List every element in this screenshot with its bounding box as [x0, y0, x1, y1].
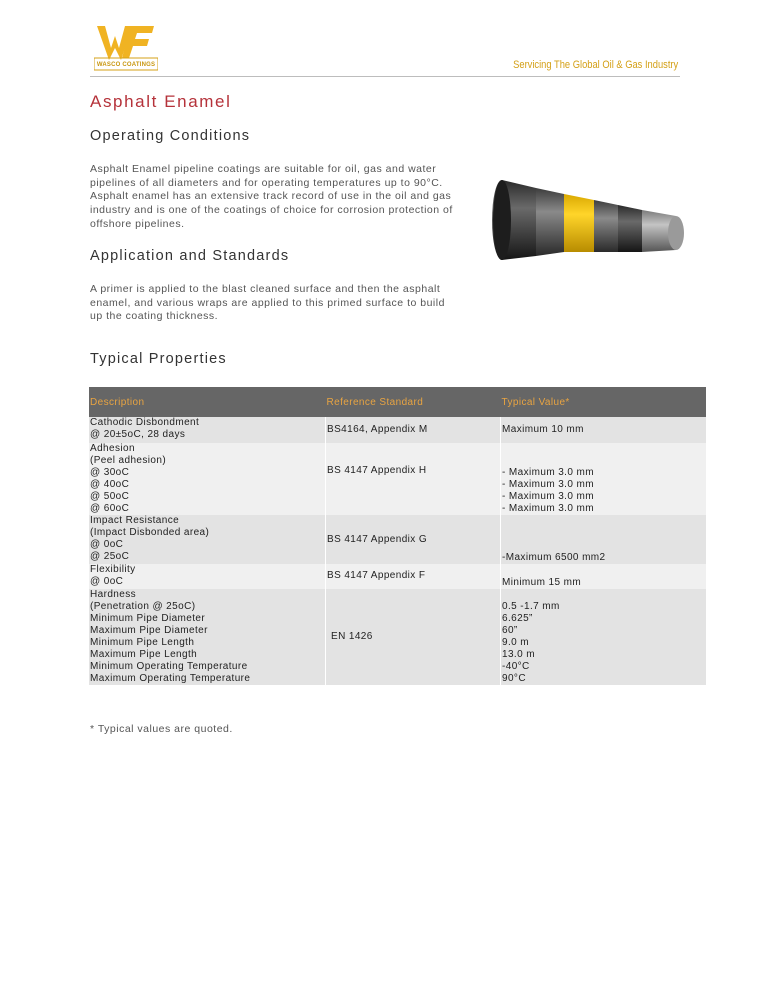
application-standards-text: A primer is applied to the blast cleaned surface and then the asphalt enamel, and various wraps are applied to this primed surface to build up the coating thickness.	[90, 283, 445, 323]
desc-line: Minimum Pipe Diameter	[90, 613, 206, 624]
desc-line: Flexibility	[90, 564, 136, 575]
desc-line: @ 40oC	[90, 479, 130, 490]
row-standard: BS4164, Appendix M	[326, 417, 501, 443]
value-line: 13.0 m	[502, 649, 535, 660]
typical-properties-heading: Typical Properties	[90, 351, 227, 367]
value-line: 0.5 -1.7 mm	[502, 601, 560, 612]
value-line: -Maximum 6500 mm2	[502, 552, 606, 563]
row-description	[89, 564, 326, 589]
row-standard: BS 4147 Appendix F	[326, 564, 501, 589]
value-line: - Maximum 3.0 mm	[502, 467, 594, 478]
operating-conditions-heading: Operating Conditions	[90, 128, 251, 144]
table-header-row	[89, 387, 706, 417]
desc-line: Adhesion	[90, 443, 135, 454]
row-value	[501, 443, 707, 515]
value-line: - Maximum 3.0 mm	[502, 503, 594, 514]
desc-line: (Peel adhesion)	[90, 455, 167, 466]
table-row	[89, 443, 706, 515]
header-description: Description	[89, 387, 326, 417]
application-standards-heading: Application and Standards	[90, 248, 290, 264]
desc-line: @ 30oC	[90, 467, 130, 478]
desc-line: @ 0oC	[90, 539, 124, 550]
operating-conditions-text: Asphalt Enamel pipeline coatings are suitable for oil, gas and water pipelines of all diameters and for operating temperatures up to 90°C. Asphalt enamel has an extensive track record of use in the oil and gas industry and is one of the coatings of choice for corrosion protection of offshore pipelines.	[90, 163, 453, 230]
desc-line: Minimum Operating Temperature	[90, 661, 248, 672]
table-row	[89, 515, 706, 564]
pipe-coating-illustration	[488, 172, 688, 267]
row-description	[89, 589, 326, 685]
row-standard: BS 4147 Appendix H	[326, 443, 501, 515]
header-reference-standard: Reference Standard	[326, 387, 501, 417]
value-line: 6.625”	[502, 613, 533, 624]
row-description	[89, 443, 326, 515]
header-tagline: Servicing The Global Oil & Gas Industry	[512, 59, 678, 71]
logo-text: WASCO COATINGS	[96, 62, 156, 68]
row-standard: EN 1426	[326, 589, 501, 685]
value-line: Maximum 10 mm	[502, 424, 584, 435]
row-description	[89, 417, 326, 443]
desc-line: Impact Resistance	[90, 515, 180, 526]
value-line: 60”	[502, 625, 518, 636]
value-line: 9.0 m	[502, 637, 530, 648]
table-row	[89, 564, 706, 589]
desc-line: Maximum Pipe Length	[90, 649, 198, 660]
header-typical-value: Typical Value*	[501, 387, 707, 417]
row-value	[501, 564, 707, 589]
row-value	[501, 589, 707, 685]
desc-line: Hardness	[90, 589, 136, 600]
table-row	[89, 417, 706, 443]
desc-line: @ 50oC	[90, 491, 130, 502]
value-line: -40°C	[502, 661, 530, 672]
row-description	[89, 515, 326, 564]
row-value	[501, 515, 707, 564]
desc-line: Minimum Pipe Length	[90, 637, 195, 648]
desc-line: @ 25oC	[90, 551, 130, 562]
row-value	[501, 417, 707, 443]
value-line: - Maximum 3.0 mm	[502, 491, 594, 502]
desc-line: Cathodic Disbondment	[90, 417, 200, 428]
row-standard: BS 4147 Appendix G	[326, 515, 501, 564]
desc-line: Maximum Operating Temperature	[90, 673, 251, 684]
footnote: * Typical values are quoted.	[90, 723, 233, 735]
desc-line: (Impact Disbonded area)	[90, 527, 210, 538]
desc-line: @ 20±5oC, 28 days	[90, 429, 186, 440]
page-title: Asphalt Enamel	[90, 92, 232, 111]
desc-line: @ 0oC	[90, 576, 124, 587]
properties-table	[89, 387, 706, 685]
value-line: Minimum 15 mm	[502, 577, 582, 588]
table-row	[89, 589, 706, 685]
desc-line: @ 60oC	[90, 503, 130, 514]
value-line: - Maximum 3.0 mm	[502, 479, 594, 490]
desc-line: Maximum Pipe Diameter	[90, 625, 208, 636]
header-divider	[90, 76, 680, 77]
value-line: 90°C	[502, 673, 526, 684]
desc-line: (Penetration @ 25oC)	[90, 601, 196, 612]
